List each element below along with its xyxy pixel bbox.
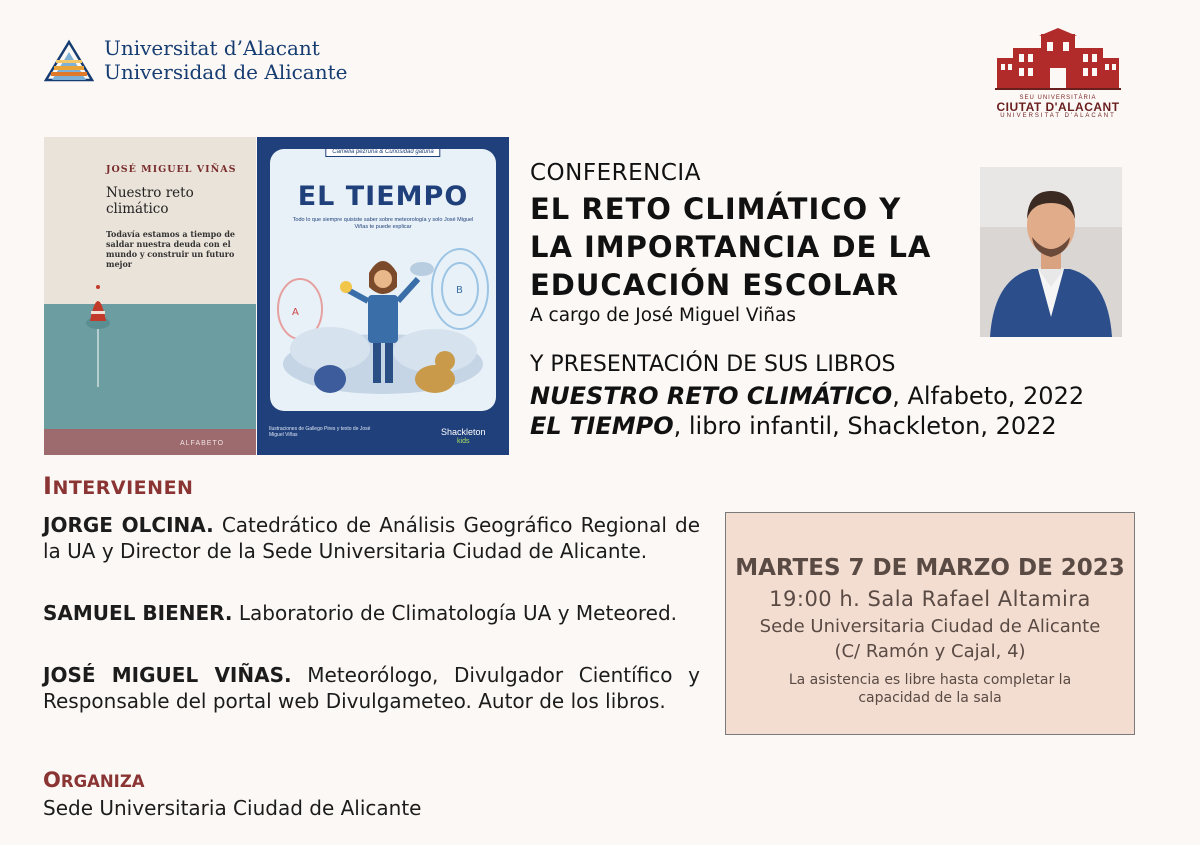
book2-credits: Ilustraciones de Gallego Pires y texto de José Miguel Viñas <box>269 426 371 438</box>
book2-tag: Camelia pezruña & Curiosidad gatuna <box>325 149 440 157</box>
book1-reference-title: NUESTRO RETO CLIMÁTICO <box>530 382 893 410</box>
portrait-image <box>980 167 1122 337</box>
ua-logo-line1: Universitat d’Alacant <box>104 36 320 60</box>
cover-panel <box>270 149 496 411</box>
svg-text:B: B <box>456 285 463 296</box>
speaker-name: JORGE OLCINA. <box>43 513 214 537</box>
speaker-description: Meteorólogo, Divulgador Científico y Responsable del portal web Divulgameteo. Autor de los libros. <box>43 663 701 713</box>
conference-speaker: A cargo de José Miguel Viñas <box>530 305 797 326</box>
presentation-label: Y PRESENTACIÓN DE SUS LIBROS <box>530 352 896 377</box>
speaker-description: Laboratorio de Climatología UA y Meteored. <box>232 601 677 625</box>
book2-reference-title: EL TIEMPO <box>530 412 674 440</box>
book1-reference-details: , Alfabeto, 2022 <box>892 382 1085 410</box>
event-time-place: 19:00 h. Sala Rafael Altamira <box>769 587 1091 611</box>
event-venue: Sede Universitaria Ciudad de Alicante <box>759 616 1101 637</box>
organizer-heading-rest: RGANIZA <box>60 772 145 791</box>
cover-bottom-strip <box>44 429 256 455</box>
svg-text:A: A <box>292 307 299 318</box>
book2-publisher-name: Shackleton <box>441 427 486 437</box>
speakers-heading <box>43 472 193 500</box>
conference-label: CONFERENCIA <box>530 160 701 186</box>
speaker-item <box>43 512 700 564</box>
book1-reference <box>530 382 1084 410</box>
book2-publisher <box>441 428 486 446</box>
speaker-item <box>43 600 700 626</box>
book2-imprint: kids <box>457 438 470 445</box>
weather-illustration <box>270 239 496 411</box>
speaker-item <box>43 662 700 714</box>
speaker-description: Catedrático de Análisis Geográfico Regional de la UA y Director de la Sede Universitaria Ciudad de Alicante. <box>43 513 701 563</box>
book1-publisher: ALFABETO <box>180 440 225 447</box>
organizer-heading-initial: O <box>43 768 61 792</box>
conference-title: EL RETO CLIMÁTICO Y LA IMPORTANCIA DE LA EDUCACIÓN ESCOLAR <box>530 192 932 302</box>
event-date: MARTES 7 DE MARZO DE 2023 <box>735 555 1125 581</box>
speakers-heading-rest: NTERVIENEN <box>52 477 194 499</box>
book-cover-nuestro-reto <box>44 137 256 455</box>
book1-subtitle: Todavía estamos a tiempo de saldar nuestra deuda con el mundo y construir un futuro mejor <box>106 229 236 269</box>
event-details-box <box>725 512 1135 735</box>
book1-title: Nuestro reto climático <box>106 185 194 217</box>
building-icon <box>995 28 1121 90</box>
event-note <box>726 671 1134 707</box>
ua-logo-icon <box>44 36 94 84</box>
speaker-name: JOSÉ MIGUEL VIÑAS. <box>43 663 292 687</box>
organizer-name: Sede Universitaria Ciudad de Alicante <box>43 796 422 820</box>
book2-title: EL TIEMPO <box>297 181 469 212</box>
event-address: (C/ Ramón y Cajal, 4) <box>834 641 1026 662</box>
sede-ciutat-alacant-logo <box>995 28 1121 118</box>
speaker-portrait <box>980 167 1122 337</box>
sede-logo-name: CIUTAT D'ALACANT <box>996 100 1120 114</box>
book2-subtitle: Todo lo que siempre quisiste saber sobre meteorología y solo José Miguel Viñas te puede explicar <box>292 217 474 230</box>
sede-logo-top-text: SEU UNIVERSITÀRIA <box>1019 95 1097 101</box>
book1-author: JOSÉ MIGUEL VIÑAS <box>106 164 237 175</box>
ua-logo-line2: Universidad de Alicante <box>104 60 348 84</box>
sede-logo-bottom-text: UNIVERSITAT D'ALACANT <box>1000 113 1116 119</box>
book2-reference-details: , libro infantil, Shackleton, 2022 <box>673 412 1057 440</box>
universidad-alicante-logo <box>44 36 348 92</box>
speakers-heading-initial: I <box>43 472 53 500</box>
book-cover-el-tiempo <box>257 137 509 455</box>
organizer-heading <box>43 768 145 792</box>
buoy-icon <box>78 277 118 387</box>
event-note-text: La asistencia es libre hasta completar la capacidad de la sala <box>788 672 1072 706</box>
book2-reference <box>530 412 1057 440</box>
speaker-name: SAMUEL BIENER. <box>43 601 233 625</box>
